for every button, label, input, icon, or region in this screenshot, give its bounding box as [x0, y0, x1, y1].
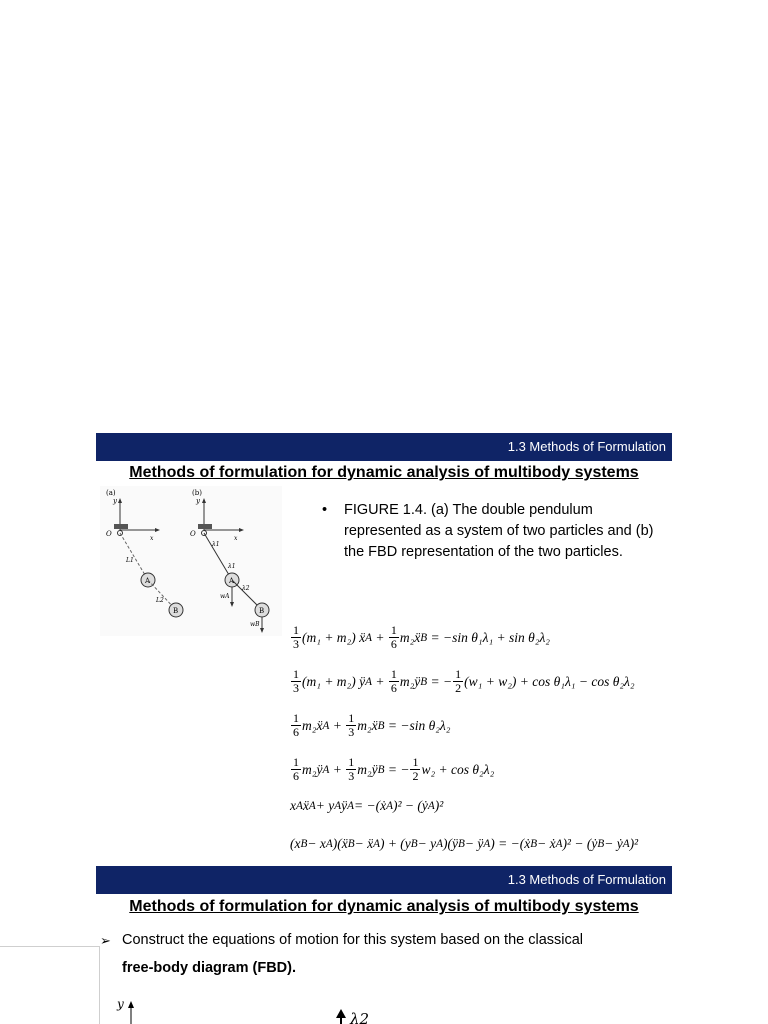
caption-bullet: •: [322, 502, 328, 518]
slide2-header-text: 1.3 Methods of Formulation: [507, 872, 666, 887]
equation-2: $\frac{1}{3}$ (m₁ + m₂) ÿ A + $\frac{1}{6}$ m₂ÿ B = − $\frac{1}{2}$ (w₁ + w₂) + cos θ₁λ₁ − cos θ₂λ₂: [293, 667, 635, 695]
fig-a-l1-label: L1: [126, 557, 134, 564]
fbd-y-axis: [110, 996, 140, 1024]
fig-a-l2-label: L2: [156, 597, 164, 604]
slide1-header-text: 1.3 Methods of Formulation: [507, 439, 666, 454]
arrow-bullet-icon: ➢: [100, 933, 111, 948]
caption-text: FIGURE 1.4. (a) The double pendulum represented as a system of two particles and (b) the FBD representation of the two particles.: [344, 502, 654, 560]
fig-b-o-label: O: [190, 530, 196, 538]
fig-a-a-label: A: [145, 577, 151, 585]
fbd-y-label: y: [117, 997, 124, 1011]
panel-b-label: (b): [192, 489, 202, 497]
equation-1: $\frac{1}{3}$ (m₁ + m₂) ẍ A + $\frac{1}{6}$ m₂ẍ B = −sin θ₁λ₁ + sin θ₂λ₂: [293, 623, 550, 651]
fig-b-wb-label: wB: [250, 621, 260, 628]
fbd-bullet: [100, 930, 660, 951]
figure-caption: [322, 500, 672, 563]
slide1-header-bar: [96, 433, 672, 461]
fig-b-y-label: y: [196, 497, 200, 505]
fbd-bullet-text: Construct the equations of motion for this system based on the classical: [122, 932, 584, 948]
slide1-title: Methods of formulation for dynamic analysis of multibody systems: [129, 464, 639, 481]
equation-3: $\frac{1}{6}$ m₂ẍ A + $\frac{1}{3}$ m₂ẍ B = −sin θ₂λ₂: [293, 711, 451, 739]
fig-b-wa-label: wA: [220, 593, 230, 600]
side-panel-box: [0, 946, 100, 1024]
fbd-bullet-bold-text: free-body diagram (FBD).: [122, 960, 297, 976]
fbd-lambda2-arrow: [332, 1006, 382, 1024]
fig-a-x-label: x: [150, 535, 154, 542]
equation-4: $\frac{1}{6}$ m₂ÿ A + $\frac{1}{3}$ m₂ÿ B = − $\frac{1}{2}$ w₂ + cos θ₂λ₂: [293, 755, 495, 783]
panel-a-label: (a): [106, 489, 116, 497]
equation-5: x A ẍ A + y A ÿ A = −(ẋ A )² − (ẏ A )²: [290, 798, 444, 813]
fig-a-o-label: O: [106, 530, 112, 538]
fig-b-lambda1-top: λ1: [212, 541, 220, 548]
fig-a-b-label: B: [173, 607, 179, 615]
double-pendulum-diagram: [100, 486, 282, 636]
fbd-lambda2-label: λ2: [350, 1010, 370, 1024]
fig-b-lambda2-label: λ2: [242, 585, 250, 592]
equation-6: (x B − x A )(ẍ B − ẍ A ) + (y B − y A )(ÿ B − ÿ A ) = −(ẋ B − ẋ A )² − (ẏ B − ẏ A )²: [290, 836, 639, 851]
fig-b-b-label: B: [259, 607, 265, 615]
fig-b-x-label: x: [234, 535, 238, 542]
double-pendulum-figure: [100, 486, 282, 636]
slide2-title: Methods of formulation for dynamic analysis of multibody systems: [129, 898, 639, 915]
fig-b-a-label: A: [229, 577, 235, 585]
fig-a-y-label: y: [113, 497, 117, 505]
fig-b-lambda1-bot: λ1: [228, 563, 236, 570]
slide2-header-bar: [96, 866, 672, 894]
